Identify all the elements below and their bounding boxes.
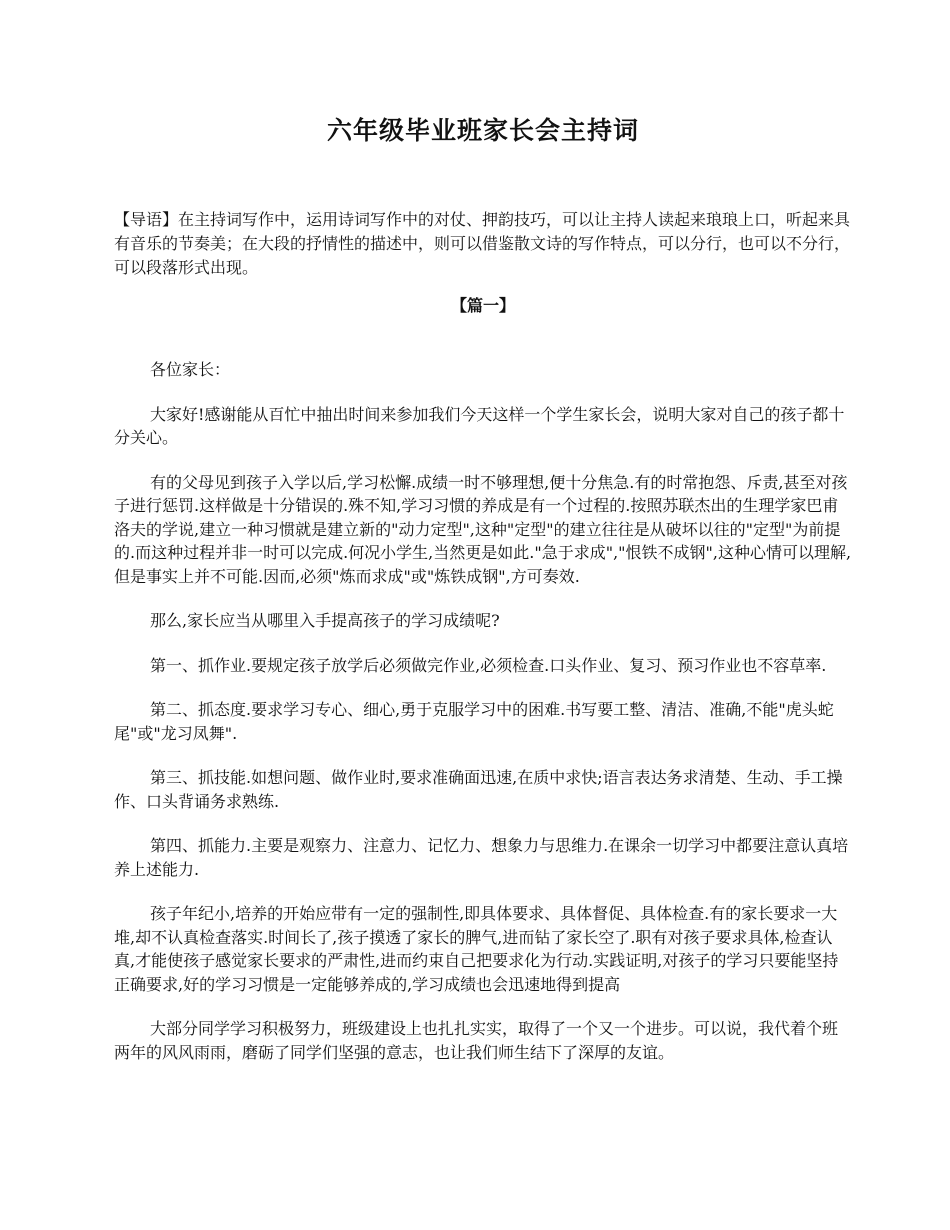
paragraph-question: 那么,家长应当从哪里入手提高孩子的学习成绩呢? <box>150 611 500 630</box>
paragraph-greeting: 大家好!感谢能从百忙中抽出时间来参加我们今天这样一个学生家长会，说明大家对自己的孩子都十分关心。 <box>114 404 845 447</box>
body-text <box>114 358 852 1085</box>
paragraph-point-skills: 第三、抓技能.如想问题、做作业时,要求准确面迅速,在质中求快;语言表达务求清楚、生动、手工操作、口头背诵务求熟练. <box>114 768 843 811</box>
paragraph-point-ability: 第四、抓能力.主要是观察力、注意力、记忆力、想象力与思维力.在课余一切学习中都要注意认真培养上述能力. <box>114 836 849 879</box>
section-heading: 【篇一】 <box>450 296 515 315</box>
paragraph-habits: 有的父母见到孩子入学以后,学习松懈.成绩一时不够理想,便十分焦急.有的时常抱怨、斥责,甚至对孩子进行惩罚.这样做是十分错误的.殊不知,学习习惯的养成是有一个过程的.按照苏联杰出的生理学家巴甫洛夫的学说,建立一种习惯就是建立新的"动力定型",这种"定型"的建立往往是从破坏以往的"定型"为前提的.而这种过程并非一时可以完成.何况小学生,当然更是如此."急于求成","恨铁不成钢",这种心情可以理解,但是事实上并不可能.因而,必须"炼而求成"或"炼铁成钢",方可奏效. <box>114 472 852 586</box>
paragraph-point-attitude: 第二、抓态度.要求学习专心、细心,勇于克服学习中的困难.书写要工整、清洁、准确,不能"虎头蛇尾"或"龙习凤舞". <box>114 700 834 743</box>
intro-paragraph: 【导语】在主持词写作中，运用诗词写作中的对仗、押韵技巧，可以让主持人读起来琅琅上口，听起来具有音乐的节奏美；在大段的抒情性的描述中，则可以借鉴散文诗的写作特点，可以分行，也可以不分行，可以段落形式出现。 <box>114 210 851 277</box>
paragraph-enforcement: 孩子年纪小,培养的开始应带有一定的强制性,即具体要求、具体督促、具体检查.有的家长要求一大堆,却不认真检查落实.时间长了,孩子摸透了家长的脾气,进而钻了家长空了.职有对孩子要求具体,检查认真,才能使孩子感觉家长要求的严肃性,进而约束自己把要求化为行动.实践证明,对孩子的学习只要能坚持正确要求,好的学习习惯是一定能够养成的,学习成绩也会迅速地得到提高 <box>114 904 839 994</box>
document-title: 六年级毕业班家长会主持词 <box>326 116 639 145</box>
paragraph-salutation: 各位家长： <box>150 360 231 379</box>
paragraph-progress: 大部分同学学习积极努力，班级建设上也扎扎实实，取得了一个又一个进步。可以说，我代着个班两年的风风雨雨，磨砺了同学们坚强的意志，也让我们师生结下了深厚的友谊。 <box>114 1019 839 1062</box>
paragraph-point-homework: 第一、抓作业.要规定孩子放学后必须做完作业,必须检查.口头作业、复习、预习作业也不容草率. <box>150 655 827 675</box>
